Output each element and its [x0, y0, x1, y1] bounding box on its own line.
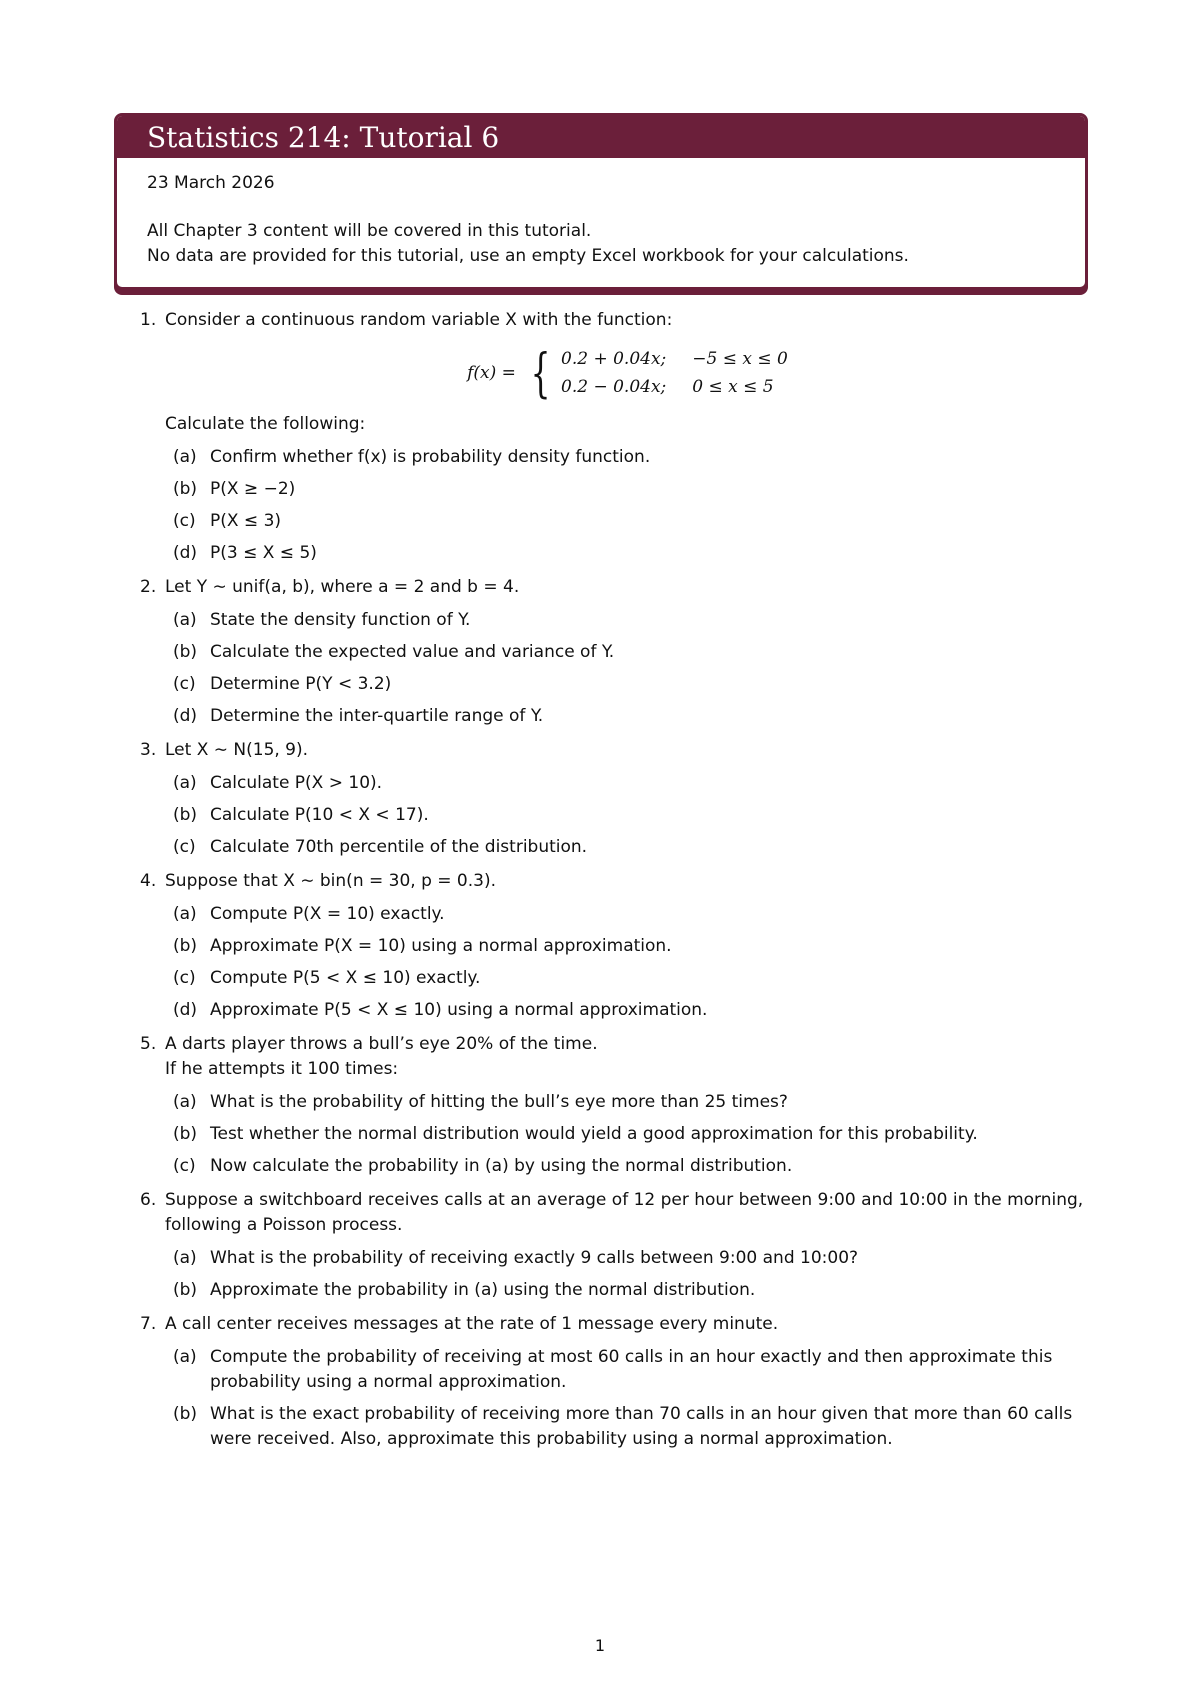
sub-question [165, 1154, 1090, 1179]
question-1 [140, 308, 1090, 566]
intro-line-2: No data are provided for this tutorial, use an empty Excel workbook for your calculations. [147, 246, 909, 266]
sub-label: (a) [173, 1248, 197, 1268]
question-text-line-2: If he attempts it 100 times: [165, 1059, 399, 1079]
case-2-condition: 0 ≤ x ≤ 5 [692, 377, 774, 397]
sub-question-list [165, 1345, 1090, 1452]
sub-text: Determine the inter-quartile range of Y. [210, 706, 544, 726]
question-followup: Calculate the following: [165, 414, 366, 434]
sub-question [165, 998, 1090, 1023]
sub-text: What is the probability of receiving exactly 9 calls between 9:00 and 10:00? [210, 1248, 859, 1268]
question-text: A call center receives messages at the rate of 1 message every minute. [165, 1314, 779, 1334]
question-3 [140, 738, 1090, 860]
sub-label: (b) [173, 1124, 198, 1144]
sub-text: Now calculate the probability in (a) by using the normal distribution. [210, 1156, 793, 1176]
date-text: 23 March 2026 [147, 173, 275, 193]
question-text: Suppose that X ∼ bin(n = 30, p = 0.3). [165, 871, 496, 891]
intro-line-1: All Chapter 3 content will be covered in this tutorial. [147, 221, 592, 241]
sub-question [165, 803, 1090, 828]
sub-label: (a) [173, 1347, 197, 1367]
sub-label: (a) [173, 447, 197, 467]
question-text: Consider a continuous random variable X with the function: [165, 310, 673, 330]
sub-label: (b) [173, 1404, 198, 1424]
sub-question-list [165, 771, 1090, 860]
sub-question-list [165, 902, 1090, 1023]
sub-label: (b) [173, 936, 198, 956]
sub-label: (b) [173, 805, 198, 825]
sub-label: (b) [173, 479, 198, 499]
sub-text: Compute P(5 < X ≤ 10) exactly. [210, 968, 481, 988]
header-body [117, 158, 1085, 269]
question-number: 1. [140, 310, 157, 330]
sub-question [165, 509, 1090, 534]
sub-label: (c) [173, 674, 196, 694]
sub-label: (d) [173, 1000, 198, 1020]
question-number: 4. [140, 871, 157, 891]
case-2-expression: 0.2 − 0.04x; [561, 377, 667, 397]
sub-text: Test whether the normal distribution would yield a good approximation for this probability. [210, 1124, 978, 1144]
sub-label: (c) [173, 1156, 196, 1176]
sub-label: (a) [173, 773, 197, 793]
page-number: 1 [594, 1636, 606, 1655]
sub-text: Compute P(X = 10) exactly. [210, 904, 445, 924]
sub-question [165, 771, 1090, 796]
sub-label: (c) [173, 837, 196, 857]
sub-text: Approximate the probability in (a) using the normal distribution. [210, 1280, 756, 1300]
sub-text: P(X ≤ 3) [210, 511, 282, 531]
case-1-condition: −5 ≤ x ≤ 0 [692, 349, 788, 369]
page-title: Statistics 214: Tutorial 6 [117, 116, 1085, 158]
sub-question [165, 640, 1090, 665]
sub-question [165, 1090, 1090, 1115]
question-number: 5. [140, 1034, 157, 1054]
sub-label: (d) [173, 706, 198, 726]
sub-text: Calculate 70th percentile of the distribution. [210, 837, 588, 857]
sub-question [165, 672, 1090, 697]
sub-text: What is the exact probability of receiving more than 70 calls in an hour given that more than 60 calls were received. Also, approximate this probability using a normal approximation. [210, 1404, 1073, 1449]
question-number: 3. [140, 740, 157, 760]
question-6 [140, 1188, 1090, 1303]
header-box [114, 113, 1088, 290]
sub-question [165, 608, 1090, 633]
question-7 [140, 1312, 1090, 1452]
formula-lhs: f(x) = [467, 363, 516, 383]
sub-question-list [165, 608, 1090, 729]
sub-question-list [165, 1090, 1090, 1179]
case-1-expression: 0.2 + 0.04x; [561, 349, 667, 369]
question-5 [140, 1032, 1090, 1179]
sub-question [165, 477, 1090, 502]
sub-question [165, 1278, 1090, 1303]
sub-question [165, 966, 1090, 991]
sub-question [165, 835, 1090, 860]
sub-question-list [165, 445, 1090, 566]
sub-label: (a) [173, 610, 197, 630]
sub-label: (d) [173, 543, 198, 563]
left-brace-icon: { [530, 343, 551, 404]
sub-label: (b) [173, 642, 198, 662]
sub-text: Approximate P(X = 10) using a normal approximation. [210, 936, 672, 956]
question-list [140, 308, 1090, 1461]
sub-label: (a) [173, 1092, 197, 1112]
sub-question [165, 1345, 1090, 1395]
sub-label: (c) [173, 511, 196, 531]
question-text: Let X ∼ N(15, 9). [165, 740, 309, 760]
pdf-formula [165, 343, 1090, 404]
sub-question [165, 934, 1090, 959]
sub-text: Calculate P(10 < X < 17). [210, 805, 429, 825]
sub-text: Determine P(Y < 3.2) [210, 674, 392, 694]
question-number: 2. [140, 577, 157, 597]
sub-question-list [165, 1246, 1090, 1303]
question-text: A darts player throws a bull’s eye 20% of the time. [165, 1034, 598, 1054]
question-number: 6. [140, 1190, 157, 1210]
sub-label: (c) [173, 968, 196, 988]
formula-cases [561, 347, 788, 400]
sub-text: What is the probability of hitting the bull’s eye more than 25 times? [210, 1092, 788, 1112]
sub-text: Calculate the expected value and variance of Y. [210, 642, 615, 662]
sub-text: P(X ≥ −2) [210, 479, 296, 499]
question-2 [140, 575, 1090, 729]
question-text: Suppose a switchboard receives calls at an average of 12 per hour between 9:00 and 10:00 in the morning, following a Poisson process. [165, 1190, 1084, 1235]
sub-question [165, 1246, 1090, 1271]
sub-text: State the density function of Y. [210, 610, 471, 630]
sub-text: Compute the probability of receiving at most 60 calls in an hour exactly and then approximate this probability using a normal approximation. [210, 1347, 1053, 1392]
sub-question [165, 1122, 1090, 1147]
question-number: 7. [140, 1314, 157, 1334]
sub-text: Approximate P(5 < X ≤ 10) using a normal approximation. [210, 1000, 708, 1020]
sub-question [165, 902, 1090, 927]
sub-label: (a) [173, 904, 197, 924]
sub-text: P(3 ≤ X ≤ 5) [210, 543, 317, 563]
sub-label: (b) [173, 1280, 198, 1300]
sub-text: Confirm whether f(x) is probability density function. [210, 447, 651, 467]
sub-question [165, 1402, 1090, 1452]
sub-question [165, 445, 1090, 470]
sub-text: Calculate P(X > 10). [210, 773, 383, 793]
question-text: Let Y ∼ unif(a, b), where a = 2 and b = 4. [165, 577, 520, 597]
sub-question [165, 541, 1090, 566]
question-4 [140, 869, 1090, 1023]
sub-question [165, 704, 1090, 729]
